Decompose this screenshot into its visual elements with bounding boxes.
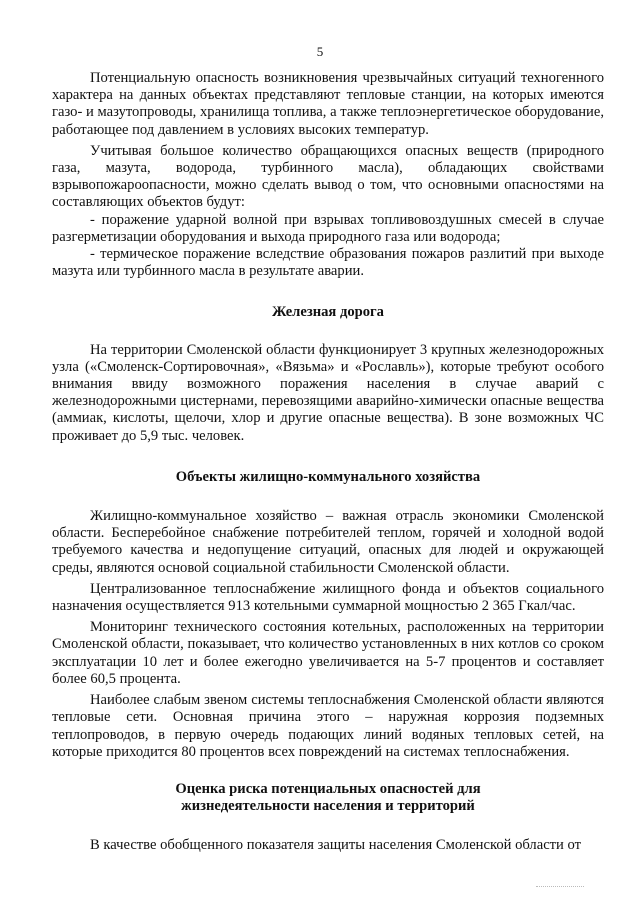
page-content	[52, 70, 604, 855]
hazard-list-item-2: - термическое поражение вследствие образования пожаров разлитий при выходе мазута или турбинного масла в результате аварии.	[52, 246, 604, 280]
railway-paragraph-1: На территории Смоленской области функционирует 3 крупных железнодорожных узла («Смоленск-Сортировочная», «Вязьма» и «Рославль»), которые требуют особого внимания ввиду возможного поражения населения в случае аварий с железнодорожными цистернами, перевозящими аварийно-химически опасные вещества (аммиак, кислоты, щелочи, хлор и другие опасные вещества). В зоне возможных ЧС проживает до 5,9 тыс. человек.	[52, 341, 604, 444]
page-number: 5	[316, 44, 324, 59]
risk-paragraph-1: В качестве обобщенного показателя защиты населения Смоленской области от	[90, 837, 581, 854]
railway-heading: Железная дорога	[272, 304, 384, 321]
hazard-list-item-1: - поражение ударной волной при взрывах топливовоздушных смесей в случае разгерметизации оборудования и выхода природного газа или водорода;	[52, 211, 604, 245]
housing-heading: Объекты жилищно-коммунального хозяйства	[175, 468, 481, 485]
risk-heading	[52, 781, 604, 815]
housing-paragraph-1: Жилищно-коммунальное хозяйство – важная отрасль экономики Смоленской области. Бесперебойное снабжение потребителей теплом, горячей и холодной водой требуемого качества и недопущение ситуаций, опасных для людей и окружающей среды, являются основой социальной стабильности Смоленской области.	[52, 508, 604, 576]
housing-paragraph-2: Централизованное теплоснабжение жилищного фонда и объектов социального назначения осуществляется 913 котельными суммарной мощностью 2 365 Гкал/час.	[52, 580, 604, 615]
housing-paragraph-3: Мониторинг технического состояния котельных, расположенных на территории Смоленской области, показывает, что количество установленных в них котлов со сроком эксплуатации 10 лет и более ежегодно увеличивается на 5-7 процентов и составляет более 60,5 процента.	[52, 619, 604, 687]
intro-paragraph-2: Учитывая большое количество обращающихся опасных веществ (природного газа, мазута, водорода, турбинного масла), обладающих свойствами взрывопожароопасности, можно сделать вывод о том, что основными опасностями на составляющих объектов будут:	[52, 142, 604, 211]
scan-artifact	[536, 886, 584, 888]
risk-heading-line-1: Оценка риска потенциальных опасностей для	[175, 780, 481, 797]
risk-heading-line-2: жизнедеятельности населения и территорий	[181, 798, 475, 815]
intro-paragraph-1: Потенциальную опасность возникновения чрезвычайных ситуаций техногенного характера на данных объектах представляют тепловые станции, на которых имеются газо- и мазутопроводы, хранилища топлива, а также теплоэнергетическое оборудование, работающее под давлением в условиях высоких температур.	[52, 70, 604, 138]
housing-paragraph-4: Наиболее слабым звеном системы теплоснабжения Смоленской области являются тепловые сети. Основная причина этого – наружная коррозия подземных теплопроводов, в первую очередь подающих линий водяных тепловых сетей, на которые приходится 80 процентов всех повреждений на системах теплоснабжения.	[52, 692, 604, 760]
